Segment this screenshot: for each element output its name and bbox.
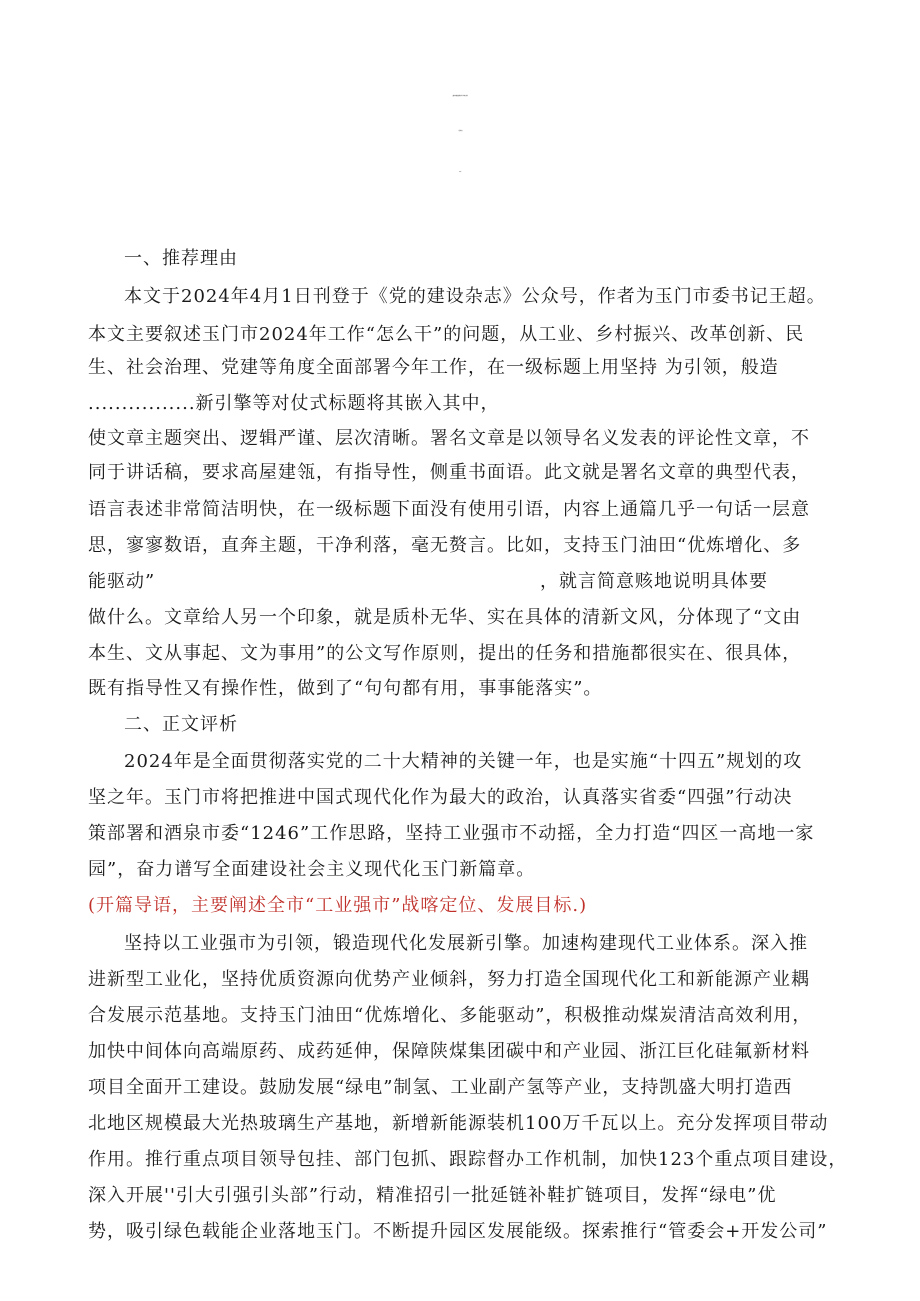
document-author: 玉门市委书记王超 — [458, 131, 462, 132]
paragraph-line: 2024年是全面贯彻落实党的二十大精神的关键一年，也是实施“十四五”规划的攻 — [124, 751, 803, 772]
paragraph-line: 项目全面开工建设。鼓励发展“绿电”制氢、工业副产氢等产业，支持凯盛大明打造西 — [88, 1077, 793, 1098]
paragraph-line: 本生、文从事起、文为事用”的公文写作原则，提出的任务和措施都很实在、很具体， — [88, 643, 802, 664]
paragraph-line: 合发展示范基地。支持玉门油田“优炼增化、多能驱动”，积极推动煤炭清洁高效利用， — [88, 1005, 812, 1026]
section-heading-analysis: 二、正文评析 — [124, 714, 238, 735]
paragraph-line: 深入开展''引大引强引头部”行动，精准招引一批延链补鞋扩链项目，发挥“绿电”优 — [88, 1185, 777, 1206]
paragraph-line: 做什么。文章给人另一个印象，就是质朴无华、实在具体的清新文风，分体现了“文由 — [88, 607, 802, 628]
paragraph-line: 作用。推行重点项目领导包挂、部门包抓、跟踪督办工作机制，加快123个重点项目建设， — [88, 1149, 848, 1170]
paragraph-line: 使文章主题突出、逻辑严谨、层次清晰。署名文章是以领导名义发表的评论性文章，不 — [88, 428, 810, 449]
paragraph-line: 进新型工业化，坚持优质资源向优势产业倾斜，努力打造全国现代化工和新能源产业耦 — [88, 969, 810, 990]
paragraph-line: 既有指导性又有操作性，做到了“句句都有用，事事能落实”。 — [88, 678, 603, 699]
paragraph-line: 势，吸引绿色载能企业落地玉门。不断提升园区发展能级。探索推行“管委会+开发公司” — [88, 1221, 828, 1242]
paragraph-line: 坚持以工业强市为引领，锻造现代化发展新引擎。加速构建现代工业体系。深入推 — [124, 933, 808, 954]
annotation-note: (开篇导语，主要阐述全市“工业强市”战喀定位、发展目标.) — [88, 895, 588, 916]
paragraph-line: 园”，奋力谱写全面建设社会主义现代化玉门新篇章。 — [88, 859, 536, 880]
document-date: (202444»1日) — [459, 172, 461, 173]
paragraph-line: 语言表述非常简洁明快，在一级标题下面没有使用引语，内容上通篇几乎一句话一层意 — [88, 499, 810, 520]
paragraph-line: 思，寥寥数语，直奔主题，干净利落，毫无赘言。比如，支持玉门油田“优炼增化、多 — [88, 535, 802, 556]
paragraph-line: 本文主要叙述玉门市2024年工作“怎么干”的问题，从工业、乡村振兴、改革创新、民 — [88, 324, 805, 345]
paragraph-line: ................新引擎等对仗式标题将其嵌入其中， — [88, 393, 500, 414]
paragraph-line: 本文于2024年4月1日刊登于《党的建设杂志》公众号，作者为玉门市委书记王超。 — [124, 286, 826, 307]
paragraph-line: 北地区规模最大光热玻璃生产基地，新增新能源装机100万千瓦以上。充分发挥项目带动 — [88, 1113, 829, 1134]
paragraph-line-continued: ，就言简意赅地说明具体要 — [540, 571, 768, 592]
document-title: 更高标杆立祁连砥砺奋进再扬帆奋力谱写社会主义现代化玉门新篇章 — [452, 96, 468, 97]
section-heading-recommendation: 一、推荐理由 — [124, 248, 238, 269]
paragraph-line: 加快中间体向高端原药、成药延伸，保障陕煤集团碳中和产业园、浙江巨化硅氟新材料 — [88, 1041, 810, 1062]
paragraph-line: 能驱动” — [88, 571, 156, 592]
paragraph-line: 生、社会治理、党建等角度全面部署今年工作，在一级标题上用坚持 为引领，般造 — [88, 357, 779, 378]
paragraph-line: 坚之年。玉门市将把推进中国式现代化作为最大的政治，认真落实省委“四强”行动决 — [88, 787, 793, 808]
paragraph-line: 同于讲话稿，要求高屋建瓴，有指导性，侧重书面语。此文就是署名文章的典型代表， — [88, 462, 810, 483]
paragraph-line: 策部署和酒泉市委“1246”工作思路，坚持工业强市不动摇，全力打造“四区一高地一家 — [88, 823, 815, 844]
